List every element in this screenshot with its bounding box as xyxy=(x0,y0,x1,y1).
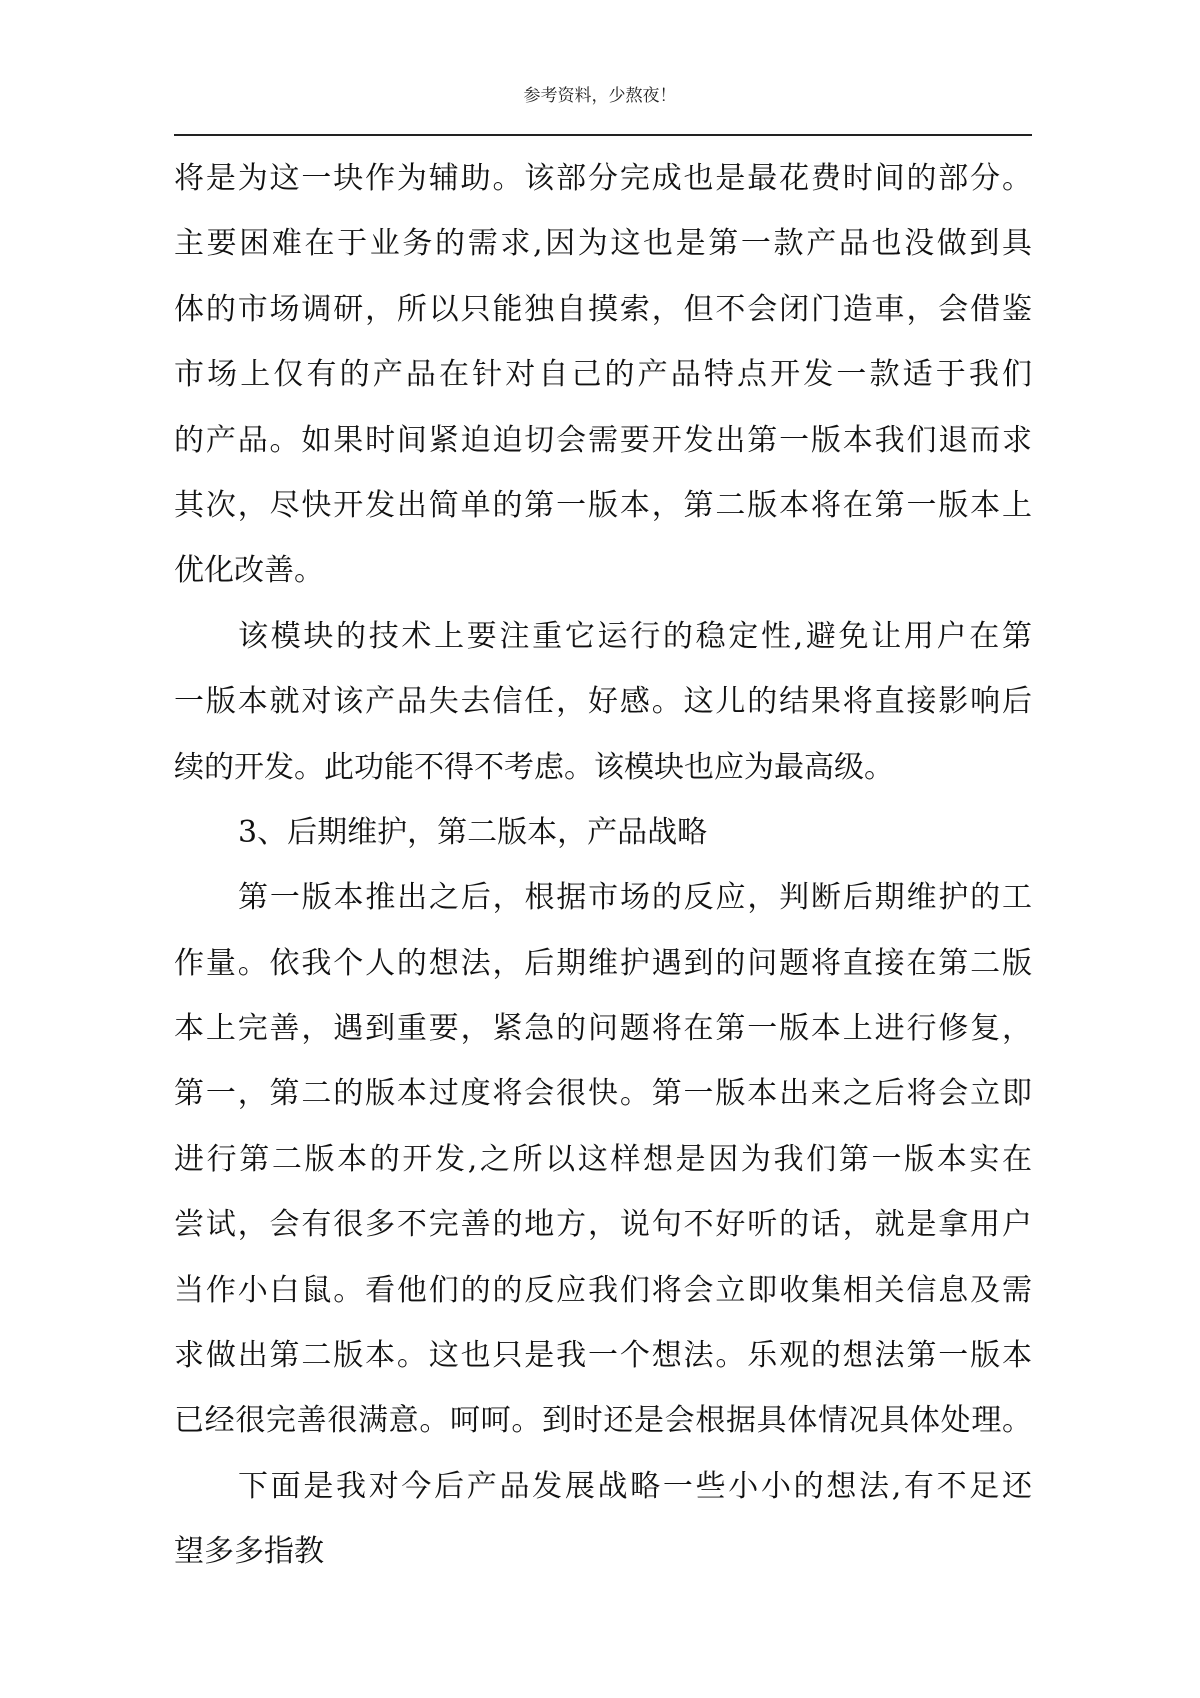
text-line: 望多多指教 xyxy=(174,1534,324,1570)
text-line: 已经很完善很满意。呵呵。到时还是会根据具体情况具体处理。 xyxy=(174,1403,1032,1439)
page-header: 参考资料，少熬夜！ xyxy=(523,86,677,106)
text-line: 该模块的技术上要注重它运行的稳定性,避免让用户在第 xyxy=(238,618,1032,654)
text-line: 优化改善。 xyxy=(174,553,324,589)
text-line: 主要困难在于业务的需求,因为这也是第一款产品也没做到具 xyxy=(174,226,1032,262)
text-line: 体的市场调研，所以只能独自摸索，但不会闭门造車，会借鉴 xyxy=(174,291,1032,327)
text-line: 下面是我对今后产品发展战略一些小小的想法,有不足还 xyxy=(238,1468,1032,1504)
text-line: 本上完善，遇到重要，紧急的问题将在第一版本上进行修复， xyxy=(174,1011,1032,1047)
text-line: 3、后期维护，第二版本，产品战略 xyxy=(238,814,708,850)
text-line: 进行第二版本的开发,之所以这样想是因为我们第一版本实在 xyxy=(174,1141,1032,1177)
text-line: 的产品。如果时间紧迫迫切会需要开发出第一版本我们退而求 xyxy=(174,422,1032,458)
document-body xyxy=(174,146,1032,1585)
text-line: 续的开发。此功能不得不考虑。该模块也应为最高级。 xyxy=(174,749,894,785)
text-line: 求做出第二版本。这也只是我一个想法。乐观的想法第一版本 xyxy=(174,1338,1032,1374)
text-line: 当作小白鼠。看他们的的反应我们将会立即收集相关信息及需 xyxy=(174,1272,1032,1308)
text-line: 第一版本推出之后，根据市场的反应，判断后期维护的工 xyxy=(238,880,1032,916)
text-line: 将是为这一块作为辅助。该部分完成也是最花费时间的部分。 xyxy=(174,161,1032,196)
text-line: 其次，尽快开发出简单的第一版本，第二版本将在第一版本上 xyxy=(174,487,1032,523)
text-line: 市场上仅有的产品在针对自己的产品特点开发一款适于我们 xyxy=(174,357,1032,393)
text-line: 第一，第二的版本过度将会很快。第一版本出来之后将会立即 xyxy=(174,1076,1032,1112)
text-line: 一版本就对该产品失去信任，好感。这儿的结果将直接影响后 xyxy=(174,684,1032,720)
text-line: 尝试，会有很多不完善的地方，说句不好听的话，就是拿用户 xyxy=(174,1207,1032,1243)
text-line: 作量。依我个人的想法，后期维护遇到的问题将直接在第二版 xyxy=(174,945,1032,981)
header-divider xyxy=(174,134,1032,136)
